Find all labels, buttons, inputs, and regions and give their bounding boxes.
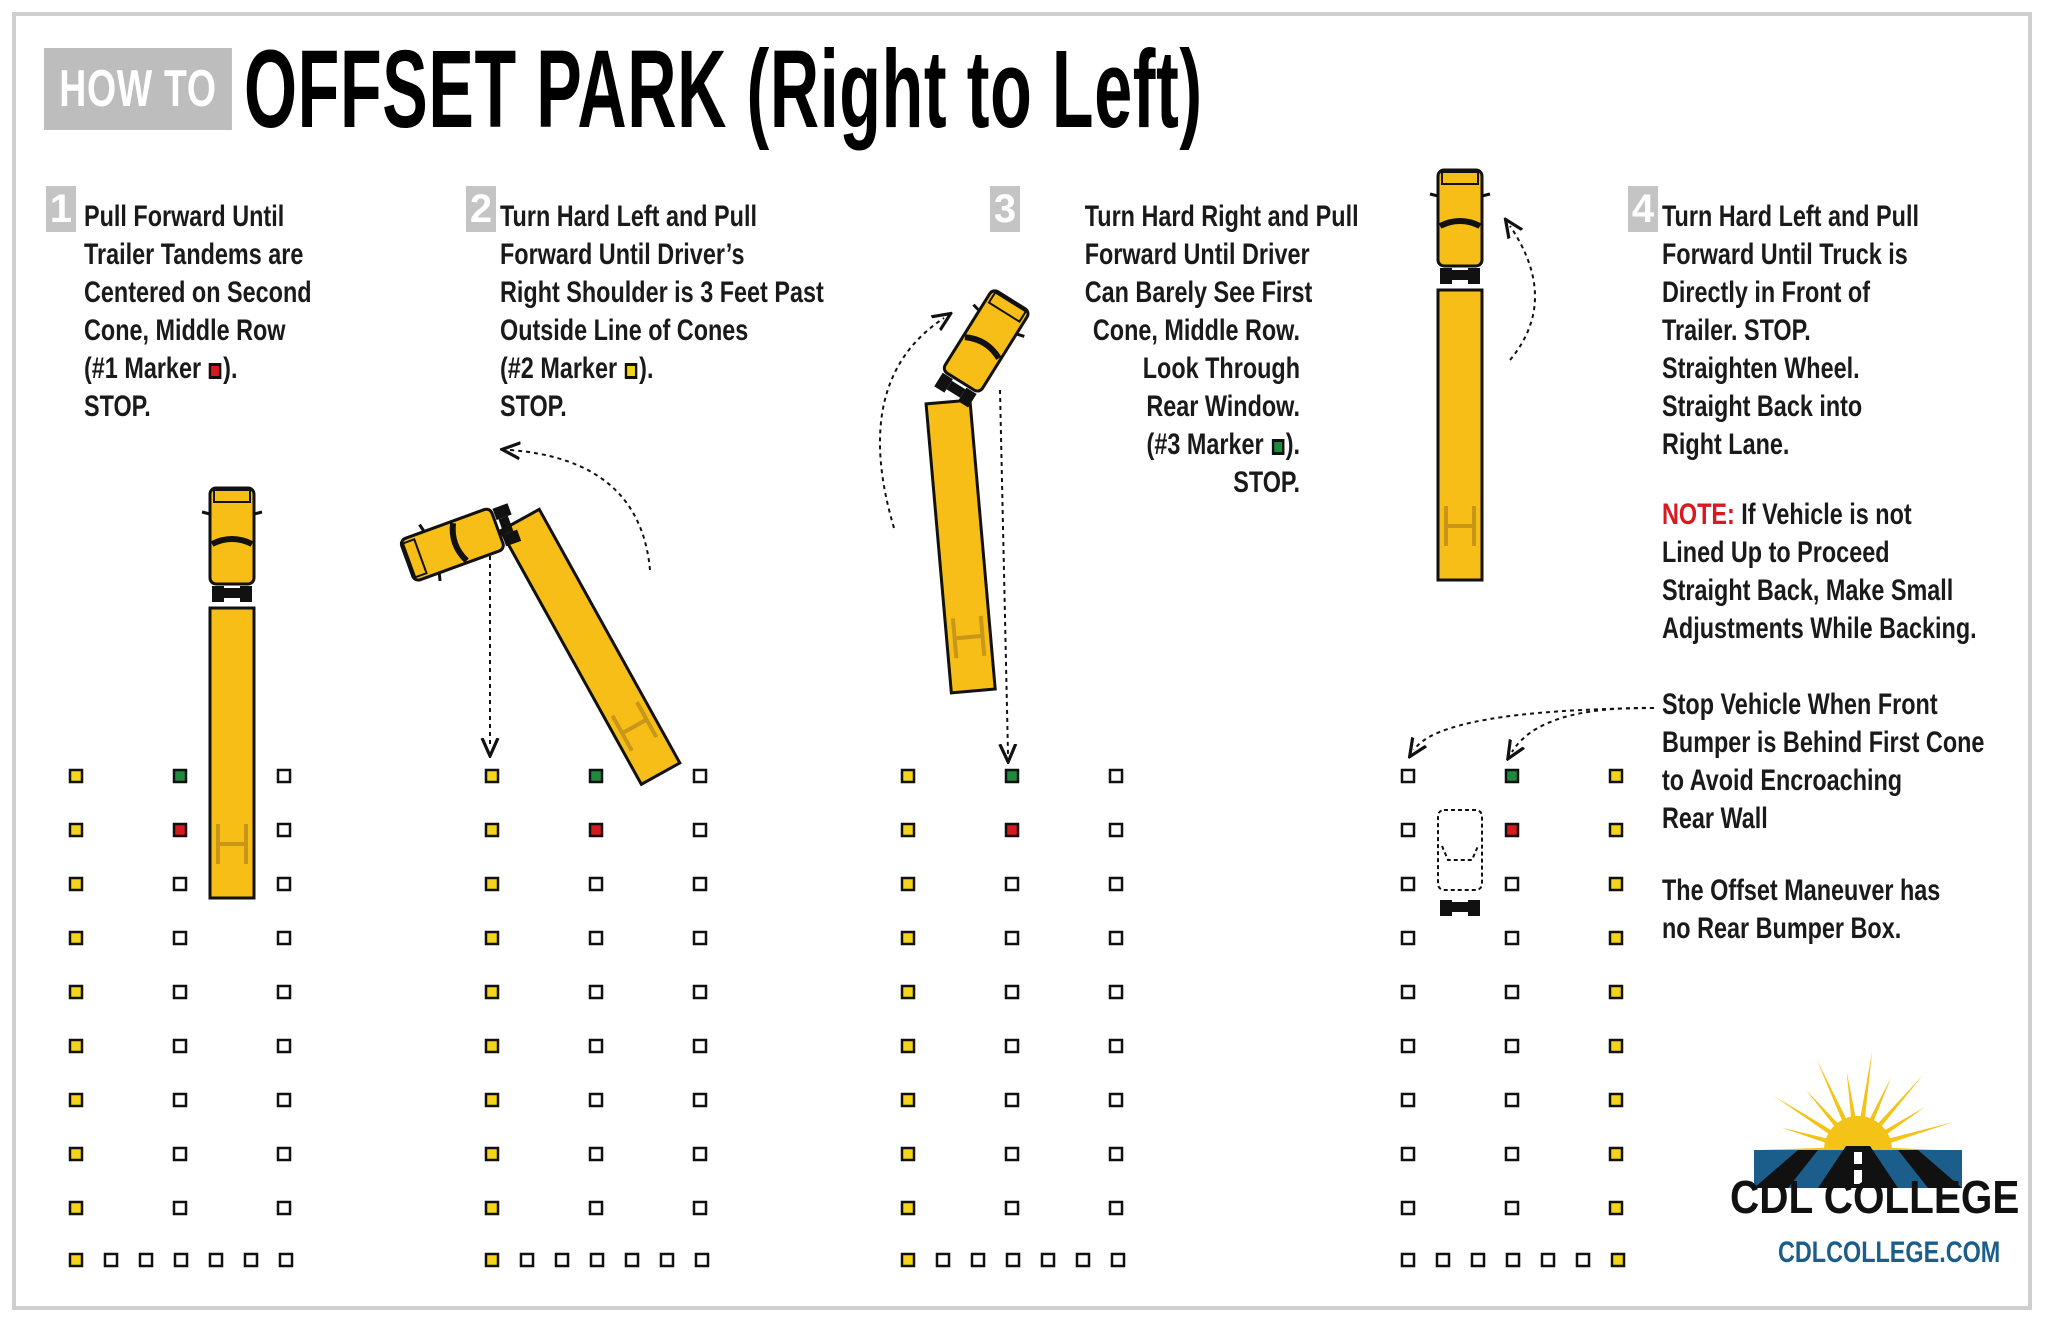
cone-rear-wall: [661, 1254, 673, 1266]
marker-red: [1506, 824, 1518, 836]
cone-right: [1610, 1094, 1622, 1106]
cone-left: [70, 824, 82, 836]
arrow-icon: [1510, 226, 1535, 360]
stop-line: to Avoid Encroaching: [1662, 764, 1903, 797]
cone-right: [1110, 878, 1122, 890]
cone-right: [694, 986, 706, 998]
step-3-number: 3: [990, 186, 1020, 232]
cone-rear-wall: [140, 1254, 152, 1266]
cone-left: [70, 1094, 82, 1106]
cone-left: [486, 986, 498, 998]
step-4-line: Directly in Front of: [1662, 276, 1871, 309]
page-title: OFFSET PARK (Right to Left): [244, 28, 1203, 151]
cone-left: [1402, 1202, 1414, 1214]
cone-middle: [590, 986, 602, 998]
step-3-line: Rear Window.: [1146, 390, 1300, 423]
cone-left: [902, 770, 914, 782]
cone-rear-wall: [105, 1254, 117, 1266]
cone-rear-wall: [245, 1254, 257, 1266]
note-label: NOTE:: [1662, 498, 1735, 531]
offset-line: no Rear Bumper Box.: [1662, 912, 1902, 945]
cone-left: [70, 1040, 82, 1052]
cone-middle: [1006, 986, 1018, 998]
cone-right: [694, 1040, 706, 1052]
step-1-line: (#1 Marker: [84, 352, 202, 385]
cone-middle: [590, 878, 602, 890]
cone-left: [902, 932, 914, 944]
step-3-line: Forward Until Driver: [1084, 238, 1310, 271]
note-line: If Vehicle is not: [1741, 498, 1912, 531]
marker-red: [1006, 824, 1018, 836]
cone-left: [486, 770, 498, 782]
cone-left: [70, 878, 82, 890]
step-3-line: (#3 Marker: [1146, 428, 1264, 461]
cone-middle: [1006, 878, 1018, 890]
step-2-line: Right Shoulder is 3 Feet Past: [500, 276, 824, 309]
cone-right: [1610, 1148, 1622, 1160]
cone-left: [70, 986, 82, 998]
cone-left: [902, 1148, 914, 1160]
step-3-line: Can Barely See First: [1084, 276, 1313, 309]
cone-right: [1610, 932, 1622, 944]
step-2-line: STOP.: [500, 390, 567, 423]
sun-ray-icon: [1806, 1090, 1841, 1129]
cone-left: [902, 824, 914, 836]
cone-left: [486, 1148, 498, 1160]
step-1-number: 1: [46, 186, 76, 232]
note-line: Straight Back, Make Small: [1662, 574, 1954, 607]
marker-red: [174, 824, 186, 836]
cone-middle: [174, 1094, 186, 1106]
cone-left: [486, 824, 498, 836]
cone-rear-wall: [937, 1254, 949, 1266]
cone-right: [278, 1040, 290, 1052]
cone-rear-wall: [1112, 1254, 1124, 1266]
cone-right: [1110, 986, 1122, 998]
cone-rear-wall: [591, 1254, 603, 1266]
cone-middle: [1506, 1202, 1518, 1214]
marker-red: [590, 824, 602, 836]
step-1-line: Pull Forward Until: [84, 200, 285, 233]
cone-right: [1110, 1040, 1122, 1052]
step-4-line: Straighten Wheel.: [1662, 352, 1860, 385]
cone-left: [1402, 986, 1414, 998]
step-2-line: Turn Hard Left and Pull: [500, 200, 757, 233]
cone-right: [694, 824, 706, 836]
cone-rear-wall: [626, 1254, 638, 1266]
cone-right: [1110, 770, 1122, 782]
cone-rear-wall: [1542, 1254, 1554, 1266]
cone-middle: [1506, 932, 1518, 944]
cone-right: [694, 1094, 706, 1106]
cone-left: [486, 1202, 498, 1214]
cone-rear-wall: [1042, 1254, 1054, 1266]
cone-rear-wall: [1077, 1254, 1089, 1266]
cone-middle: [174, 986, 186, 998]
stop-line: Rear Wall: [1662, 802, 1768, 835]
step-3-line: Turn Hard Right and Pull: [1084, 200, 1359, 233]
vehicles: [202, 170, 1490, 916]
cone-right: [694, 770, 706, 782]
truck-step-1: [202, 488, 262, 898]
cone-middle: [174, 1040, 186, 1052]
cone-left: [1402, 1094, 1414, 1106]
sun-ray-icon: [1816, 1059, 1847, 1124]
logo-name: CDL COLLEGE: [1730, 1171, 2020, 1223]
logo-url: CDLCOLLEGE.COM: [1778, 1236, 2001, 1269]
cone-right: [278, 824, 290, 836]
cone-rear-wall: [1577, 1254, 1589, 1266]
cone-right: [1110, 932, 1122, 944]
cone-middle: [1006, 1094, 1018, 1106]
cone-middle: [590, 1040, 602, 1052]
cone-rear-wall: [1007, 1254, 1019, 1266]
cone-middle: [590, 932, 602, 944]
cone-left: [1402, 770, 1414, 782]
howto-label: HOW TO: [44, 48, 232, 130]
cone-left: [486, 878, 498, 890]
truck-stop-position: [1438, 810, 1482, 916]
cone-right: [278, 986, 290, 998]
cone-left: [1402, 824, 1414, 836]
cone-right: [1610, 824, 1622, 836]
step-4-line: Turn Hard Left and Pull: [1662, 200, 1919, 233]
cone-middle: [1006, 932, 1018, 944]
step-2-line: Outside Line of Cones: [500, 314, 749, 347]
cone-middle: [590, 1094, 602, 1106]
cone-rear-wall: [556, 1254, 568, 1266]
arrow-icon: [1000, 390, 1008, 754]
cone-left: [486, 1040, 498, 1052]
step-4-number: 4: [1628, 186, 1658, 232]
cone-right: [694, 1148, 706, 1160]
cone-right: [1110, 1202, 1122, 1214]
step-2-line: Forward Until Driver’s: [500, 238, 745, 271]
cone-left: [70, 932, 82, 944]
cone-rear-wall: [70, 1254, 82, 1266]
cone-rear-wall: [1472, 1254, 1484, 1266]
sun-ray-icon: [1781, 1127, 1830, 1143]
cone-left: [70, 1148, 82, 1160]
note-line: Adjustments While Backing.: [1662, 612, 1977, 645]
cone-left: [902, 1094, 914, 1106]
cone-right: [1610, 878, 1622, 890]
cone-rear-wall: [280, 1254, 292, 1266]
cone-rear-wall: [210, 1254, 222, 1266]
sun-ray-icon: [1876, 1074, 1924, 1129]
cone-middle: [1506, 1094, 1518, 1106]
cone-middle: [1506, 986, 1518, 998]
marker-green: [1506, 770, 1518, 782]
step-4-line: Straight Back into: [1662, 390, 1863, 423]
cone-middle: [590, 1148, 602, 1160]
cone-right: [278, 932, 290, 944]
step-1-line: STOP.: [84, 390, 151, 423]
cone-right: [694, 1202, 706, 1214]
step-1-line: Cone, Middle Row: [84, 314, 286, 347]
cone-right: [694, 878, 706, 890]
cone-left: [1402, 878, 1414, 890]
cone-rear-wall: [1437, 1254, 1449, 1266]
sun-ray-icon: [1860, 1051, 1872, 1121]
cone-right: [278, 1202, 290, 1214]
cdl-college-logo: [1754, 1051, 1962, 1188]
cone-rear-wall: [1402, 1254, 1414, 1266]
step-2-line: (#2 Marker: [500, 352, 618, 385]
cone-right: [694, 932, 706, 944]
cone-right: [1110, 824, 1122, 836]
step-2-number: 2: [466, 186, 496, 232]
cone-middle: [174, 1202, 186, 1214]
cone-middle: [1506, 1040, 1518, 1052]
cone-right: [278, 1094, 290, 1106]
cone-rear-wall: [175, 1254, 187, 1266]
stop-line: Bumper is Behind First Cone: [1662, 726, 1985, 759]
cone-right: [1110, 1148, 1122, 1160]
cone-left: [70, 770, 82, 782]
cone-left: [486, 932, 498, 944]
cone-middle: [174, 878, 186, 890]
cone-right: [278, 770, 290, 782]
cone-rear-wall: [696, 1254, 708, 1266]
cone-right: [1610, 1202, 1622, 1214]
stop-line: Stop Vehicle When Front: [1662, 688, 1938, 721]
arrow-icon: [1414, 708, 1654, 750]
step-3-line: Cone, Middle Row.: [1092, 314, 1300, 347]
cone-middle: [590, 1202, 602, 1214]
step-1-text: Pull Forward Until Trailer Tandems are Centered on Second Cone, Middle Row (#1 Marker ). STOP.: [84, 198, 312, 426]
cone-middle: [1006, 1202, 1018, 1214]
cone-left: [1402, 1148, 1414, 1160]
cone-right: [278, 1148, 290, 1160]
cone-middle: [174, 1148, 186, 1160]
step-1-line: Trailer Tandems are: [84, 238, 304, 271]
cone-right: [1610, 770, 1622, 782]
cone-rear-wall: [1612, 1254, 1624, 1266]
sun-ray-icon: [1847, 1071, 1857, 1121]
cone-right: [1610, 986, 1622, 998]
offset-line: The Offset Maneuver has: [1662, 874, 1941, 907]
step-4-line: Forward Until Truck is: [1662, 238, 1908, 271]
truck-step-2: [397, 494, 680, 784]
cone-right: [278, 878, 290, 890]
cone-right: [1110, 1094, 1122, 1106]
step-4-line: Right Lane.: [1662, 428, 1790, 461]
arrow-icon: [1512, 708, 1654, 752]
marker-green: [174, 770, 186, 782]
step-3-line: STOP.: [1233, 466, 1300, 499]
note-line: Lined Up to Proceed: [1662, 536, 1890, 569]
marker-green: [590, 770, 602, 782]
truck-step-3: [926, 284, 1037, 692]
cone-rear-wall: [1507, 1254, 1519, 1266]
sun-ray-icon: [1774, 1096, 1834, 1136]
step-4-line: Trailer. STOP.: [1662, 314, 1811, 347]
truck-step-4: [1430, 170, 1490, 580]
cone-middle: [174, 932, 186, 944]
cone-rear-wall: [972, 1254, 984, 1266]
cone-left: [1402, 932, 1414, 944]
cone-middle: [1006, 1148, 1018, 1160]
cone-left: [1402, 1040, 1414, 1052]
cone-left: [902, 878, 914, 890]
cone-middle: [1006, 1040, 1018, 1052]
cone-left: [70, 1202, 82, 1214]
cone-right: [1610, 1040, 1622, 1052]
step-3-text: Turn Hard Right and Pull Forward Until Driver Can Barely See First Cone, Middle Row. Look Through Rear Window. (#3 Marker ). STOP.: [1085, 198, 1300, 502]
cone-middle: [1506, 878, 1518, 890]
cone-left: [902, 986, 914, 998]
cone-middle: [1506, 1148, 1518, 1160]
cone-rear-wall: [486, 1254, 498, 1266]
step-1-line: Centered on Second: [84, 276, 312, 309]
cone-grid: [70, 770, 1624, 1266]
marker-green: [1006, 770, 1018, 782]
step-3-line: Look Through: [1142, 352, 1300, 385]
cone-left: [902, 1202, 914, 1214]
step-2-text: Turn Hard Left and Pull Forward Until Driver’s Right Shoulder is 3 Feet Past Outside Line of Cones (#2 Marker ). STOP.: [500, 198, 824, 426]
cone-left: [486, 1094, 498, 1106]
cone-left: [902, 1040, 914, 1052]
cone-rear-wall: [902, 1254, 914, 1266]
cone-rear-wall: [521, 1254, 533, 1266]
